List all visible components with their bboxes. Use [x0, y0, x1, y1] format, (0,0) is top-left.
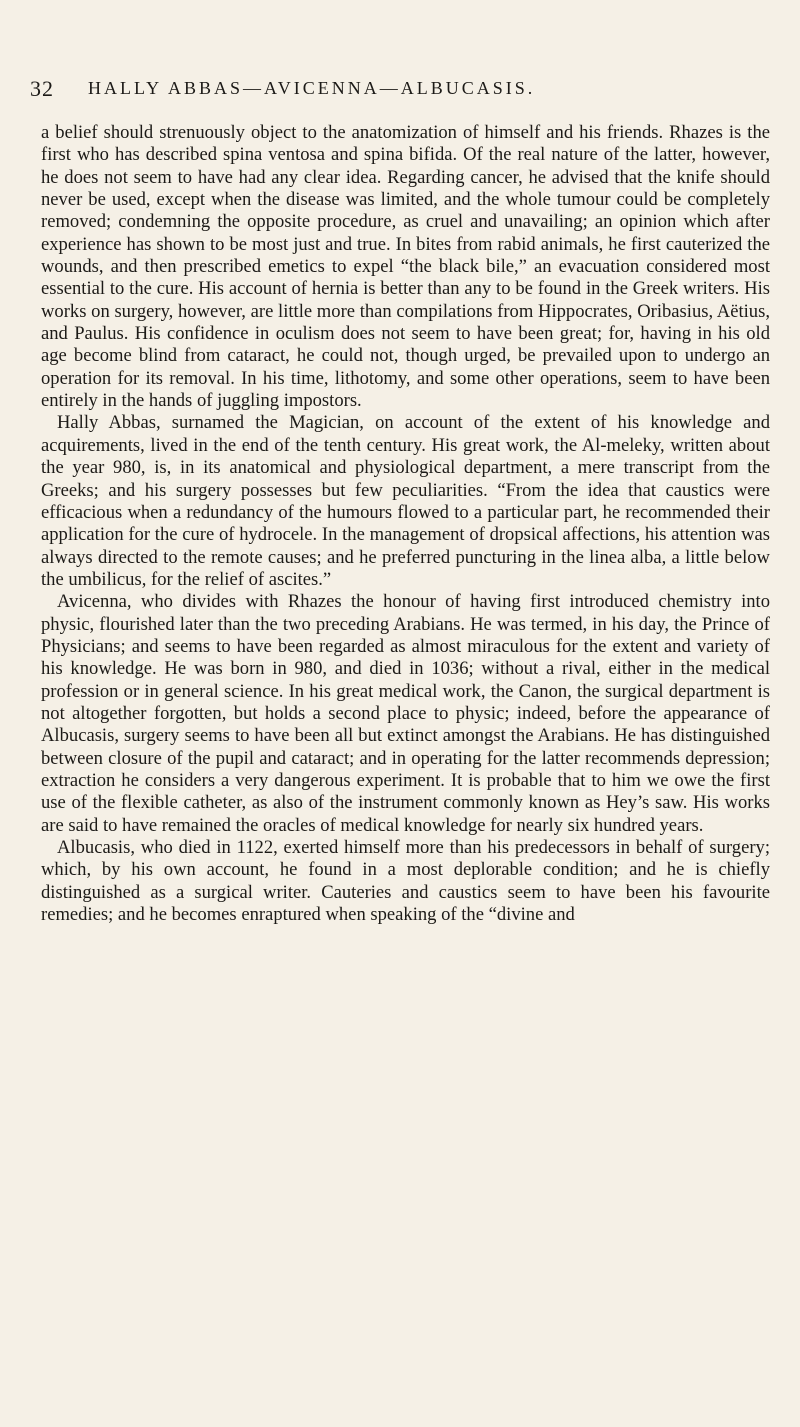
page-header: [0, 76, 800, 106]
page-number: 32: [30, 76, 54, 101]
paragraph-rhazes-continued: a belief should strenuously object to the anatomization of himself and his friends. Rhazes is the first who has described spina ventosa and spina bifida. Of the real nature of the latter, however, he does not seem to have had any clear idea. Regarding cancer, he advised that the knife should never be used, except when the disease was limited, and the whole tumour could be completely removed; condemning the opposite procedure, as cruel and unavailing; an opinion which after experience has shown to be most just and true. In bites from rabid animals, he first cauterized the wounds, and then prescribed emetics to expel “the black bile,” an evacuation considered most essential to the cure. His account of hernia is better than any to be found in the Greek writers. His works on surgery, however, are little more than compilations from Hippocrates, Oribasius, Aëtius, and Paulus. His confidence in oculism does not seem to have been great; for, having in his old age become blind from cataract, he could not, though urged, be prevailed upon to undergo an operation for its removal. In his time, lithotomy, and some other operations, seem to have been entirely in the hands of juggling impostors.: [41, 122, 770, 412]
paragraph-hally-abbas: Hally Abbas, surnamed the Magician, on account of the extent of his knowledge and acquirements, lived in the end of the tenth century. His great work, the Al-meleky, written about the year 980, is, in its anatomical and physiological department, a mere transcript from the Greeks; and his surgery possesses but few peculiarities. “From the idea that caustics were efficacious when a redundancy of the humours flowed to a particular part, he recommended their application for the cure of hydrocele. In the management of dropsical affections, his attention was always directed to the remote causes; and he preferred puncturing in the linea alba, a little below the umbilicus, for the relief of ascites.”: [41, 412, 770, 590]
paragraph-albucasis: Albucasis, who died in 1122, exerted himself more than his predecessors in behalf of surgery; which, by his own account, he found in a most deplorable condition; and he is chiefly distinguished as a surgical writer. Cauteries and caustics seem to have been his favourite remedies; and he becomes enraptured when speaking of the “divine and: [41, 837, 770, 926]
running-head: HALLY ABBAS—AVICENNA—ALBUCASIS.: [88, 78, 536, 98]
paragraph-avicenna: Avicenna, who divides with Rhazes the honour of having first introduced chemistry into physic, flourished later than the two preceding Arabians. He was termed, in his day, the Prince of Physicians; and seems to have been regarded as almost miraculous for the extent and variety of his knowledge. He was born in 980, and died in 1036; without a rival, either in the medical profession or in general science. In his great medical work, the Canon, the surgical department is not altogether forgotten, but holds a second place to physic; indeed, before the appearance of Albucasis, surgery seems to have been all but extinct amongst the Arabians. He has distinguished between closure of the pupil and cataract; and in operating for the latter recommends depression; extraction he considers a very dangerous experiment. It is probable that to him we owe the first use of the flexible catheter, as also of the instrument commonly known as Hey’s saw. His works are said to have remained the oracles of medical knowledge for nearly six hundred years.: [41, 591, 770, 836]
body-text: [41, 122, 770, 926]
